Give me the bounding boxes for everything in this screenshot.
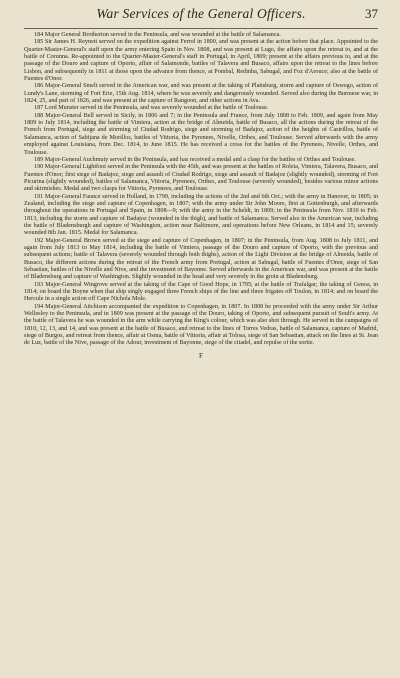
entry-paragraph: 186 Major-General Smelt served in the American war, and was present at the taking of Plattsburg, storm and capture of Oswego, action of Lundy's Lane, storming of Fort Erie, 15th Aug. 1814, where he was severely and dangerously wounded. Served also during the Burmese war, in 1824, 25, and part of 1826, and was present at the capture of Rangoon, and other actions in Ava. [24, 83, 378, 105]
entry-paragraph: 188 Major-General Bell served in Sicily, in 1806 and 7; in the Peninsula and France, from July 1808 to Feb. 1809, and again from May 1809 to July 1814, including the battle of Vimiera, action at the bridge of Almeida, battle of Busaco, all the actions during the retreat of the French from Portugal, siege and storming of Ciudad Rodrigo, siege and storming of Badajoz, action of the heights of Castrillos, battle of Salamanca, action of Sabijana de Morillos, battles of Vittoria, the Pyrenees, Nivelle, Orthes, and Toulouse. Served afterwards with the army employed against Louisiana, from Dec. 1814, to June 1815. He has received a cross for the battles of the Pyrenees, Nivelle, Orthes, and Toulouse. [24, 112, 378, 156]
entry-paragraph: 189 Major-General Auchmuty served in the Peninsula, and has received a medal and a clasp for the battles of Orthes and Toulouse. [34, 156, 356, 163]
entry-paragraph: 185 Sir James H. Reynett served on the expedition against Ferrol in 1800, and was present at the action before that place. Appointed to the Quarter-Master-General's staff upon the army entering Spain in Nov. 1808, and was present at Lugo, the affairs upon the retreat to, and at the battle of Corunna. Re-appointed to the Quarter-Master-General's staff in Portugal, in April, 1809; present at the affairs previous to, and at the passage of the Douro and capture of Oporto, affair of Salamonde, battles of Talavera and Busaco, affairs upon the retreat to the lines before Lisbon, and subsequently in 1811 at those upon the advance from thence, at Pombal, Redinha, Sabugal, and Foz d'Arouce; also at the battle of Fuentes d'Onor. [24, 39, 378, 83]
page-number: 37 [365, 6, 378, 21]
page-title: War Services of the General Officers. [96, 6, 306, 21]
signature-mark: F [199, 351, 203, 360]
entry-paragraph: 184 Major General Brotherton served in the Peninsula, and was wounded at the battle of Salamanca. [34, 32, 281, 38]
entry-paragraph: 187 Lord Munster served in the Peninsula, and was severely wounded at the battle of Toulouse. [34, 105, 269, 112]
header-rule [24, 28, 378, 29]
running-header [24, 6, 378, 28]
entry-list [24, 32, 378, 348]
entry-paragraph: 193 Major-General Wingrove served at the taking of the Cape of Good Hope, in 1795; at the battle of Trafalgar; the taking of Genoa, in 1814; on board the Boyne when that ship singly engaged three French ships of the line and three frigates off Toulon, in 1814; and on board the Hercule in a single action off Cape Nichola Mole. [24, 281, 378, 303]
entry-paragraph: 190 Major-General Lightfoot served in the Peninsula with the 45th, and was present at the battles of Roleia, Vimiera, Talavera, Busaco, and Fuentes d'Onor; first siege of Badajoz, siege and assault of Ciudad Rodrigo, siege and assault of Badajoz (slightly wounded), storming of Fort Picurina (slightly wounded), battles of Salamanca, Vittoria, Pyrenees, Orthes, and Toulouse (severely wounded), besides various minor actions and skirmishes. Medal and two clasps for Vittoria, Pyrenees, and Toulouse. [24, 164, 378, 193]
entry-paragraph: 191 Major-General Faunce served in Holland, in 1799, including the actions of the 2nd and 6th Oct.; with the army in Hanover, in 1805; in Zealand, including the siege and capture of Copenhagen, in 1807; with the army under Sir John Moore, first at Gottenburgh, and afterwards throughout the operations in Portugal and Spain, in 1808—9; with the army in the Scheldt, in 1809; in the Peninsula from Nov. 1810 to Feb. 1813, including the storm and capture of Badajoz (wounded in the thigh), and battle of Salamanca. Served also in the American war, including the battle of Bladensburgh and capture of Washington, action near Baltimore, and operations before New Orleans, in 1814 and 15; severely wounded 8th Jan. 1815. Medal for Salamanca. [24, 193, 378, 237]
entry-paragraph: 194 Major-General Aitchison accompanied the expedition to Copenhagen, in 1807. In 1808 he proceeded with the army under Sir Arthur Wellesley to the Peninsula, and in 1809 was present at the passage of the Douro, taking of Oporto, and subsequent pursuit of Soult's army. At the battle of Talavera he was wounded in the arm while carrying the King's colour, which was also shot through. He served in the campaigns of 1810, 12, 13, and 14, and was present at the battle of Busaco, and retreat to the lines of Torres Vedras, battle of Salamanca, capture of Madrid, siege of Burgos, and retreat from thence, affair at Osma, battle of Vittoria, affair at Tolosa, siege of San Sebastian, attack on the lines at St. Jean de Luz, battle of the Nive, passage of the Adour, investment of Bayonne, siege of the citadel, and repulse of the sortie. [24, 303, 378, 347]
entry-paragraph: 192 Major-General Brown served at the siege and capture of Copenhagen, in 1807; in the Peninsula, from Aug. 1808 to July 1811, and again from July 1813 to May 1814, including the battle of Vimiera, passage of the Douro and capture of Oporto, with the previous and subsequent actions; battle of Talavera (severely wounded through both thighs), action of the Light Division at the bridge of Almeida, battle of Busaco, the different actions during the retreat of the French army from Portugal, action at Sabugal, battle of Fuentes d'Onor, siege of San Sebastian, battles of the Nivelle and Nive, and the investment of Bayonne. Served afterwards in the American war, and was present at the battle of Bladensburg and capture of Washington. Slightly wounded in the head and very severely in the groin at Bladensburg. [24, 237, 378, 281]
